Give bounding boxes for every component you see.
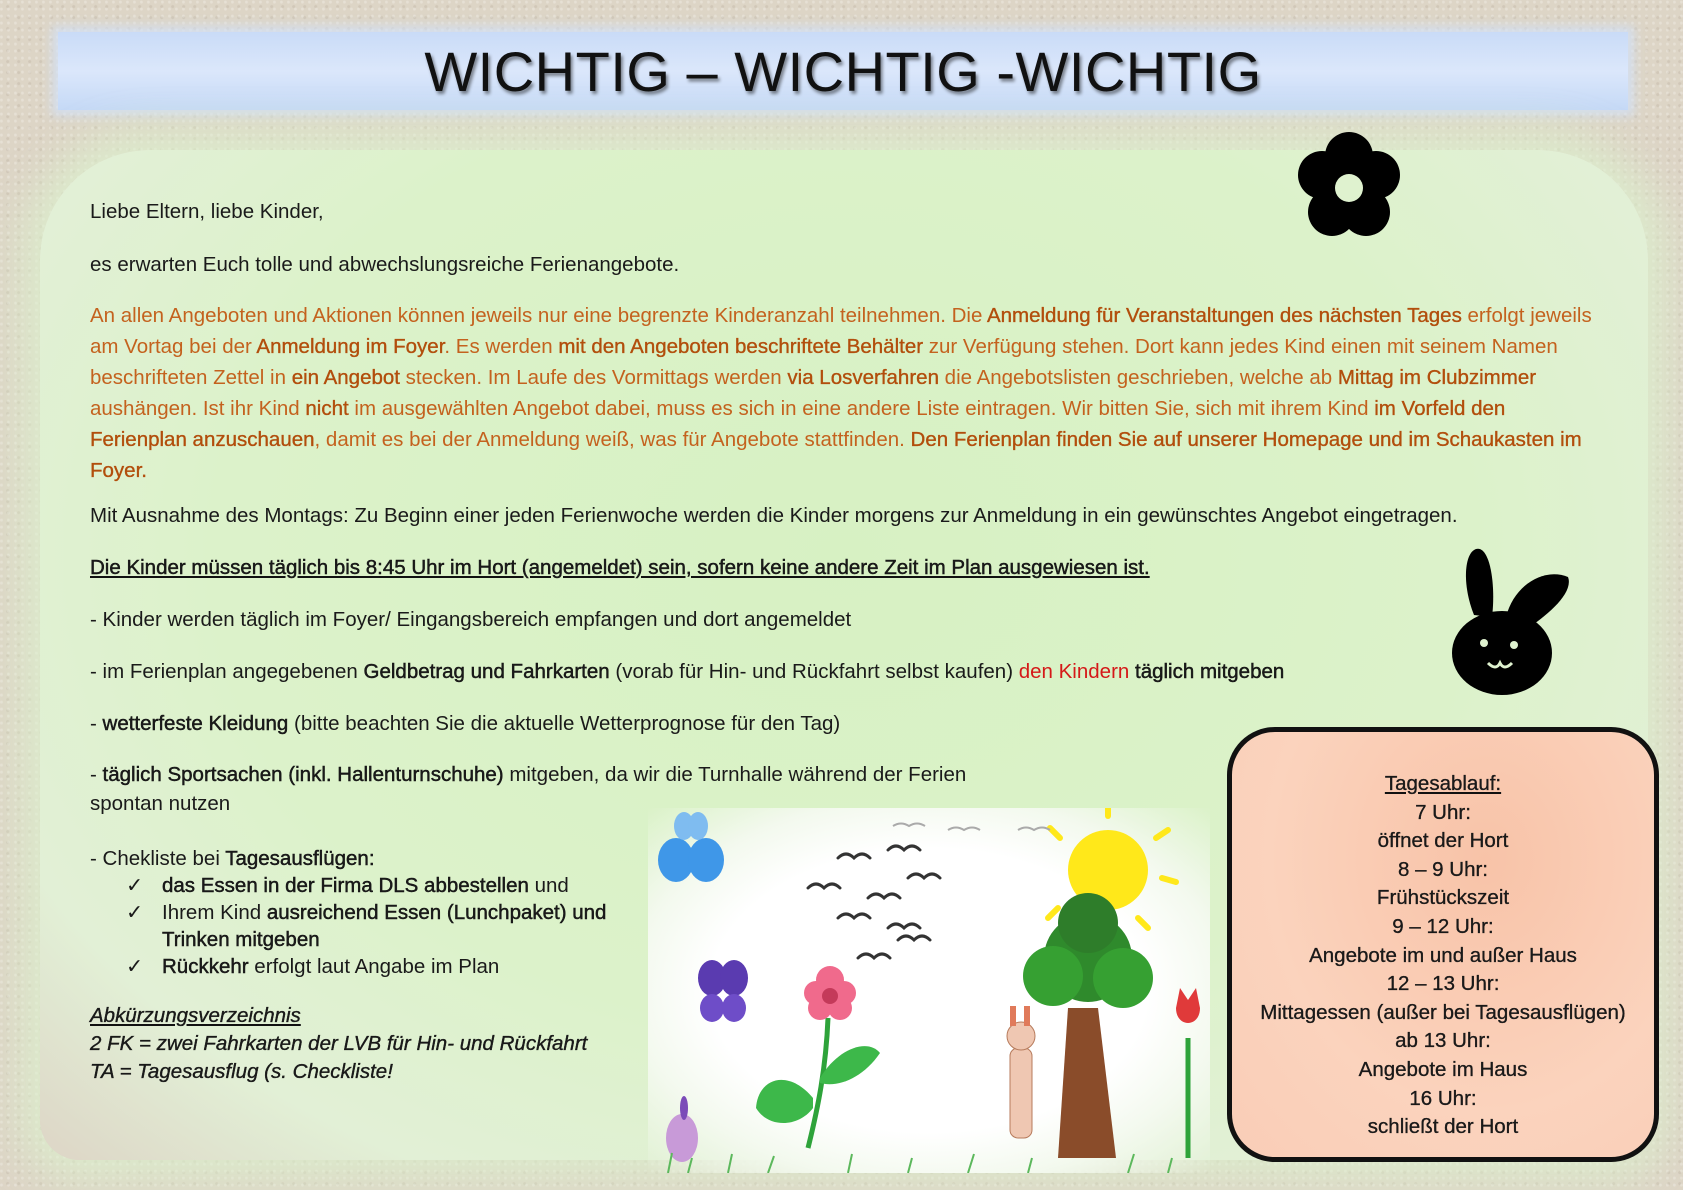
emphasis-text: mit den Angeboten beschriftete Behälter xyxy=(558,335,924,358)
paragraph-text: erfolgt jeweils am Vortag bei der xyxy=(90,304,1592,358)
emphasis-text: Anmeldung für Veranstaltungen des nächsten Tages xyxy=(986,304,1462,327)
tulip-icon xyxy=(1176,988,1200,1158)
tree-icon xyxy=(1023,893,1153,1158)
bullet-clothing: - wetterfeste Kleidung (bitte beachten Sie die aktuelle Wetterprognose für den Tag) xyxy=(90,712,841,735)
abbreviation-ta: TA = Tagesausflug (s. Checkliste! xyxy=(90,1060,393,1083)
intro: es erwarten Euch tolle und abwechslungsreiche Ferienangebote. xyxy=(90,253,680,276)
emphasis-text: nicht xyxy=(305,397,349,420)
schedule-line: 12 – 13 Uhr: xyxy=(1386,972,1500,996)
paragraph-text: aushängen. Ist ihr Kind xyxy=(90,397,306,420)
list-item: ✓ das Essen in der Firma DLS abbestellen und xyxy=(126,874,569,897)
schedule-line: 7 Uhr: xyxy=(1415,800,1471,824)
birds-icon xyxy=(808,846,940,958)
title-banner xyxy=(58,32,1628,110)
flower-icon xyxy=(1292,128,1406,246)
schedule-line: 9 – 12 Uhr: xyxy=(1392,914,1494,938)
bullet-money: - im Ferienplan angegebenen Geldbetrag und Fahrkarten (vorab für Hin- und Rückfahrt selbst kaufen) den Kindern täglich mitgeben xyxy=(90,660,1285,683)
paragraph-text: An allen Angeboten und Aktionen können jeweils nur eine begrenzte Kinderanzahl teilnehmen. Die xyxy=(90,304,987,327)
list-item: ✓ Rückkehr erfolgt laut Angabe im Plan xyxy=(126,955,500,978)
schedule-line: Frühstückszeit xyxy=(1376,886,1510,910)
paragraph-text: stecken. Im Laufe des Vormittags werden xyxy=(399,366,788,389)
daily-schedule-box xyxy=(1227,727,1659,1162)
emphasis-text: via Losverfahren xyxy=(787,366,939,389)
schedule-line: Angebote im und außer Haus xyxy=(1309,943,1577,967)
emphasis-text: Anmeldung im Foyer xyxy=(256,335,445,358)
butterfly-icon xyxy=(698,960,748,1022)
arrival-note: Die Kinder müssen täglich bis 8:45 Uhr im Hort (angemeldet) sein, sofern keine andere Zeit im Plan ausgewiesen ist. xyxy=(90,556,1150,579)
schedule-line: 8 – 9 Uhr: xyxy=(1397,857,1489,881)
drawing-illustration xyxy=(648,808,1210,1173)
bullet-sports: - täglich Sportsachen (inkl. Hallenturnschuhe) mitgeben, da wir die Turnhalle während der Ferien spontan nutzen xyxy=(90,763,967,815)
checklist xyxy=(126,872,646,980)
butterfly-icon xyxy=(658,812,724,882)
emphasis-text: ein Angebot xyxy=(291,366,400,389)
paragraph-text: im ausgewählten Angebot dabei, muss es sich in eine andere Liste eintragen. Wir bitten Sie, sich mit ihrem Kind xyxy=(348,397,1375,420)
flower-drawing-icon xyxy=(756,966,880,1148)
checklist-intro: - Chekliste bei Tagesausflügen: xyxy=(90,847,375,870)
schedule-line: Mittagessen (außer bei Tagesausflügen) xyxy=(1260,1000,1626,1024)
paragraph-text: . Es werden xyxy=(444,335,559,358)
emphasis-text: im Vorfeld den Ferienplan anzuschauen xyxy=(90,397,1506,451)
registration-paragraph xyxy=(90,300,1600,486)
schedule-line: ab 13 Uhr: xyxy=(1395,1029,1491,1053)
abbreviation-fk: 2 FK = zwei Fahrkarten der LVB für Hin- und Rückfahrt xyxy=(90,1032,588,1055)
check-icon: ✓ xyxy=(126,874,144,897)
abbreviations-heading: Abkürzungsverzeichnis xyxy=(90,1004,301,1027)
check-icon: ✓ xyxy=(126,955,144,978)
schedule-heading: Tagesablauf: xyxy=(1384,772,1502,795)
bullet-reception: - Kinder werden täglich im Foyer/ Eingangsbereich empfangen und dort angemeldet xyxy=(90,608,852,631)
abbreviations xyxy=(90,1002,587,1086)
schedule-line: Angebote im Haus xyxy=(1358,1057,1528,1081)
list-item: ✓ Ihrem Kind ausreichend Essen (Lunchpaket) und Trinken mitgeben xyxy=(126,901,607,951)
greeting: Liebe Eltern, liebe Kinder, xyxy=(90,200,324,223)
schedule-line: 16 Uhr: xyxy=(1409,1086,1477,1110)
emphasis-text: Mittag im Clubzimmer xyxy=(1337,366,1537,389)
check-icon: ✓ xyxy=(126,901,144,924)
schedule-line: öffnet der Hort xyxy=(1377,829,1509,853)
children-drawing xyxy=(648,808,1210,1173)
bunny-drawing-icon xyxy=(666,1006,1035,1162)
monday-note: Mit Ausnahme des Montags: Zu Beginn einer jeden Ferienwoche werden die Kinder morgens zur Anmeldung in ein gewünschtes Angebot eingetragen. xyxy=(90,504,1458,527)
paragraph-text: , damit es bei der Anmeldung weiß, was für Angebote stattfinden. xyxy=(314,428,911,451)
schedule-line: schließt der Hort xyxy=(1367,1115,1519,1139)
paragraph-text: die Angebotslisten geschrieben, welche ab xyxy=(938,366,1338,389)
paragraph-text: zur Verfügung stehen. Dort kann jedes Kind einen mit seinem Namen beschrifteten Zettel in xyxy=(90,335,1558,389)
emphasis-text: Den Ferienplan finden Sie auf unserer Homepage und im Schaukasten im Foyer. xyxy=(90,428,1582,482)
page-title: WICHTIG – WICHTIG -WICHTIG xyxy=(424,39,1262,103)
